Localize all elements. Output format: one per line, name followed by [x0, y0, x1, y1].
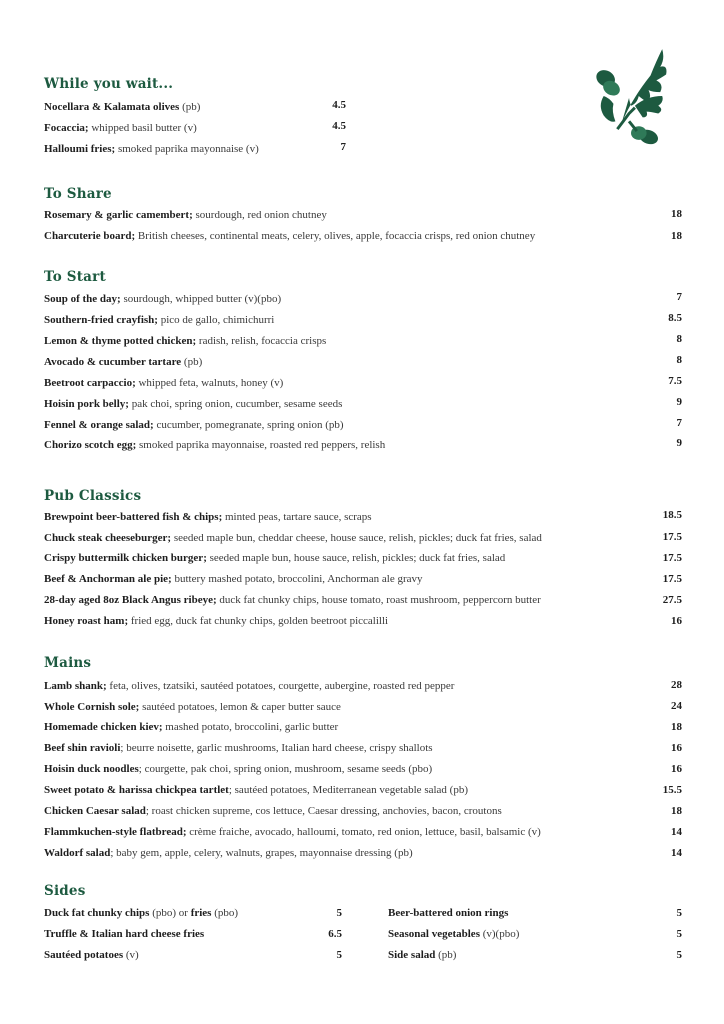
menu-item — [44, 613, 388, 629]
item-name: Beer-battered onion rings — [388, 907, 509, 919]
item-desc: (v)(pbo) — [479, 928, 520, 940]
menu-item — [44, 803, 502, 819]
item-price: 5 — [676, 928, 682, 940]
item-price: 15.5 — [662, 784, 682, 796]
item-name: Seasonal vegetables — [388, 928, 480, 940]
item-name: 28-day aged 8oz Black Angus ribeye; — [44, 594, 217, 606]
item-name: Lamb shank; — [44, 680, 107, 692]
item-name: Soup of the day; — [44, 293, 121, 305]
item-name: Chorizo scotch egg; — [44, 439, 137, 451]
menu-item — [44, 333, 326, 349]
item-name: Truffle & Italian hard cheese fries — [44, 928, 205, 940]
section-title-pub-classics: Pub Classics — [44, 488, 142, 504]
item-name: Whole Cornish sole; — [44, 701, 140, 713]
menu-item — [44, 437, 385, 453]
menu-item — [44, 417, 344, 433]
item-desc: (pb) — [181, 356, 203, 368]
item-desc: ; baby gem, apple, celery, walnuts, grapes, mayonnaise dressing (pb) — [110, 847, 413, 859]
item-desc: sourdough, red onion chutney — [192, 209, 327, 221]
item-name: Chicken Caesar salad — [44, 805, 146, 817]
item-name: Chuck steak cheeseburger; — [44, 532, 172, 544]
menu-item — [44, 354, 202, 370]
menu-item — [44, 99, 200, 115]
menu-item — [44, 396, 342, 412]
item-desc: cucumber, pomegranate, spring onion (pb) — [153, 419, 344, 431]
item-desc: ; sautéed potatoes, Mediterranean vegetable salad (pb) — [228, 784, 468, 796]
item-desc: British cheeses, continental meats, celery, olives, apple, focaccia crisps, red onion chutney — [135, 230, 536, 242]
item-name: Beetroot carpaccio; — [44, 377, 136, 389]
item-name: Fennel & orange salad; — [44, 419, 154, 431]
menu-item — [44, 592, 541, 608]
item-price: 16 — [671, 763, 682, 775]
item-price: 14 — [671, 847, 682, 859]
menu-item — [44, 550, 505, 566]
section-title-to-start: To Start — [44, 269, 106, 285]
item-desc: pak choi, spring onion, cucumber, sesame seeds — [128, 398, 343, 410]
item-name: Beef & Anchorman ale pie; — [44, 573, 172, 585]
menu-item — [44, 509, 372, 525]
item-price: 8 — [676, 354, 682, 366]
menu-item — [44, 947, 139, 963]
menu-item — [44, 824, 541, 840]
menu-item — [388, 947, 456, 963]
item-price: 18 — [671, 208, 682, 220]
item-desc: duck fat chunky chips, house tomato, roast mushroom, peppercorn butter — [216, 594, 541, 606]
item-name: Sweet potato & harissa chickpea tartlet — [44, 784, 229, 796]
item-desc: sourdough, whipped butter (v)(pbo) — [120, 293, 282, 305]
menu-item — [44, 312, 274, 328]
item-price: 5 — [336, 949, 342, 961]
item-desc: crème fraiche, avocado, halloumi, tomato, red onion, lettuce, basil, balsamic (v) — [186, 826, 541, 838]
item-price: 5 — [676, 949, 682, 961]
item-price: 5 — [676, 907, 682, 919]
menu-item — [44, 926, 204, 942]
item-name: Hoisin pork belly; — [44, 398, 129, 410]
item-name: fries — [190, 907, 212, 919]
item-desc: minted peas, tartare sauce, scraps — [222, 511, 372, 523]
item-name: Brewpoint beer-battered fish & chips; — [44, 511, 223, 523]
item-desc: (pb) — [179, 101, 201, 113]
item-price: 6.5 — [328, 928, 342, 940]
item-price: 5 — [336, 907, 342, 919]
item-price: 7 — [676, 291, 682, 303]
menu-item — [44, 905, 238, 921]
menu-item — [44, 141, 259, 157]
item-price: 28 — [671, 679, 682, 691]
item-name: Side salad — [388, 949, 436, 961]
item-price: 16 — [671, 615, 682, 627]
section-title-sides: Sides — [44, 883, 86, 899]
item-price: 7.5 — [668, 375, 682, 387]
item-desc: sautéed potatoes, lemon & caper butter sauce — [139, 701, 341, 713]
section-title-mains: Mains — [44, 655, 92, 671]
item-desc: seeded maple bun, cheddar cheese, house sauce, relish, pickles; duck fat fries, salad — [171, 532, 542, 544]
menu-item — [44, 719, 338, 735]
item-price: 17.5 — [662, 552, 682, 564]
item-desc: seeded maple bun, house sauce, relish, pickles; duck fat fries, salad — [206, 552, 506, 564]
menu-item — [44, 291, 281, 307]
menu-item — [44, 228, 535, 244]
item-name: Beef shin ravioli — [44, 742, 121, 754]
item-desc: smoked paprika mayonnaise, roasted red peppers, relish — [136, 439, 386, 451]
item-desc: radish, relish, focaccia crisps — [196, 335, 327, 347]
item-name: Charcuterie board; — [44, 230, 136, 242]
item-price: 18 — [671, 721, 682, 733]
item-desc: ; courgette, pak choi, spring onion, mushroom, sesame seeds (pbo) — [138, 763, 433, 775]
menu-item — [44, 530, 542, 546]
item-price: 18 — [671, 230, 682, 242]
item-price: 14 — [671, 826, 682, 838]
oak-leaf-acorn-icon — [592, 40, 670, 150]
item-desc: mashed potato, broccolini, garlic butter — [162, 721, 339, 733]
item-price: 4.5 — [332, 99, 346, 111]
item-price: 16 — [671, 742, 682, 754]
item-name: Homemade chicken kiev; — [44, 721, 163, 733]
item-price: 8 — [676, 333, 682, 345]
item-desc: (pbo) or — [149, 907, 191, 919]
menu-item — [44, 207, 327, 223]
item-desc: fried egg, duck fat chunky chips, golden beetroot piccalilli — [128, 615, 389, 627]
item-desc: whipped feta, walnuts, honey (v) — [135, 377, 284, 389]
item-price: 7 — [340, 141, 346, 153]
item-name: Southern-fried crayfish; — [44, 314, 158, 326]
item-name: Hoisin duck noodles — [44, 763, 139, 775]
item-price: 7 — [676, 417, 682, 429]
menu-item — [44, 845, 413, 861]
item-desc: feta, olives, tzatsiki, sautéed potatoes, courgette, aubergine, roasted red pepper — [106, 680, 455, 692]
item-price: 9 — [676, 437, 682, 449]
menu-item — [388, 905, 508, 921]
menu-item — [44, 120, 197, 136]
item-price: 9 — [676, 396, 682, 408]
item-price: 27.5 — [662, 594, 682, 606]
menu-item — [44, 571, 423, 587]
item-name: Honey roast ham; — [44, 615, 129, 627]
item-name: Avocado & cucumber tartare — [44, 356, 182, 368]
item-name: Rosemary & garlic camembert; — [44, 209, 193, 221]
item-desc: (pbo) — [211, 907, 239, 919]
item-desc: whipped basil butter (v) — [88, 122, 197, 134]
item-price: 18.5 — [662, 509, 682, 521]
item-desc: buttery mashed potato, broccolini, Anchorman ale gravy — [171, 573, 423, 585]
item-name: Halloumi fries; — [44, 143, 116, 155]
item-desc: (pb) — [435, 949, 457, 961]
item-desc: ; beurre noisette, garlic mushrooms, Italian hard cheese, crispy shallots — [120, 742, 433, 754]
section-title-while-you-wait: While you wait... — [44, 76, 174, 92]
item-price: 4.5 — [332, 120, 346, 132]
menu-item — [44, 761, 432, 777]
item-name: Sautéed potatoes — [44, 949, 124, 961]
menu-item — [44, 782, 468, 798]
item-desc: smoked paprika mayonnaise (v) — [115, 143, 259, 155]
item-name: Flammkuchen-style flatbread; — [44, 826, 187, 838]
item-price: 24 — [671, 700, 682, 712]
section-title-to-share: To Share — [44, 186, 112, 202]
item-name: Waldorf salad — [44, 847, 111, 859]
menu-item — [44, 699, 341, 715]
item-price: 17.5 — [662, 531, 682, 543]
item-price: 8.5 — [668, 312, 682, 324]
item-name: Duck fat chunky chips — [44, 907, 150, 919]
menu-item — [388, 926, 519, 942]
menu-item — [44, 375, 283, 391]
menu-item — [44, 740, 433, 756]
item-name: Focaccia; — [44, 122, 89, 134]
item-price: 18 — [671, 805, 682, 817]
item-price: 17.5 — [662, 573, 682, 585]
item-name: Crispy buttermilk chicken burger; — [44, 552, 207, 564]
item-name: Nocellara & Kalamata olives — [44, 101, 180, 113]
item-desc: pico de gallo, chimichurri — [157, 314, 275, 326]
item-desc: ; roast chicken supreme, cos lettuce, Caesar dressing, anchovies, bacon, croutons — [145, 805, 502, 817]
item-name: Lemon & thyme potted chicken; — [44, 335, 197, 347]
menu-item — [44, 678, 454, 694]
item-desc: (v) — [123, 949, 139, 961]
